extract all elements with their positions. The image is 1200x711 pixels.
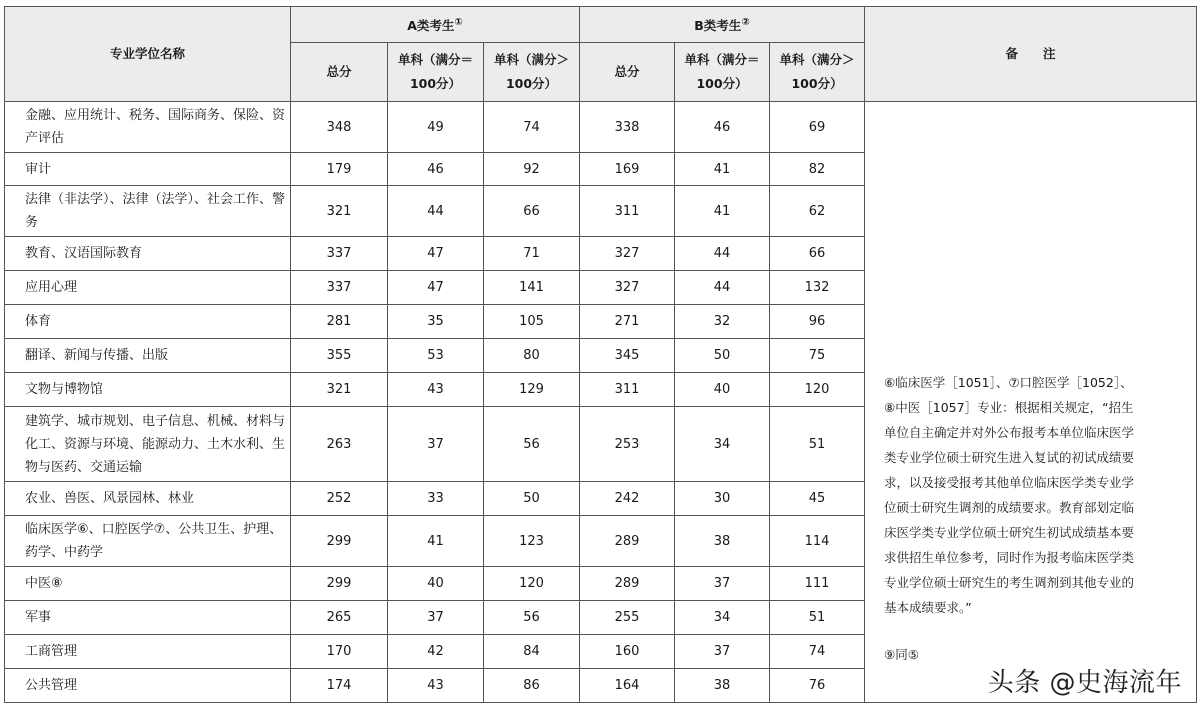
a-single-eq-cell: 47 (388, 237, 484, 271)
b-single-gt-cell: 114 (770, 516, 865, 567)
b-single-gt-cell: 75 (770, 339, 865, 373)
a-total-cell: 265 (291, 601, 388, 635)
major-name-cell: 教育、汉语国际教育 (5, 237, 291, 271)
a-single-gt-cell: 129 (484, 373, 580, 407)
b-single-eq-cell: 41 (675, 153, 770, 186)
b-total-cell: 255 (580, 601, 675, 635)
a-total-cell: 337 (291, 237, 388, 271)
b-single-eq-cell: 38 (675, 669, 770, 703)
a-single-gt-cell: 105 (484, 305, 580, 339)
a-single-gt-cell: 50 (484, 482, 580, 516)
group-a-label: A类考生 (407, 18, 455, 34)
a-single-gt-line2: 100分） (505, 76, 558, 91)
col-header-a-single-gt (484, 43, 580, 102)
b-single-eq-cell: 44 (675, 237, 770, 271)
b-total-cell: 289 (580, 516, 675, 567)
b-single-gt-cell: 69 (770, 102, 865, 153)
b-total-cell: 311 (580, 373, 675, 407)
a-single-eq-cell: 42 (388, 635, 484, 669)
b-single-eq-cell: 46 (675, 102, 770, 153)
col-header-group-b (580, 7, 865, 43)
a-total-cell: 252 (291, 482, 388, 516)
a-total-cell: 321 (291, 373, 388, 407)
remark-line: 基本成绩要求。” (884, 600, 972, 615)
b-single-eq-cell: 41 (675, 186, 770, 237)
col-header-b-single-eq (675, 43, 770, 102)
b-single-gt-cell: 82 (770, 153, 865, 186)
b-total-cell: 327 (580, 271, 675, 305)
a-single-gt-cell: 66 (484, 186, 580, 237)
b-single-eq-cell: 44 (675, 271, 770, 305)
a-total-cell: 170 (291, 635, 388, 669)
a-single-gt-cell: 56 (484, 601, 580, 635)
a-single-gt-cell: 84 (484, 635, 580, 669)
b-total-cell: 169 (580, 153, 675, 186)
major-name-cell: 军事 (5, 601, 291, 635)
b-single-gt-cell: 74 (770, 635, 865, 669)
b-single-gt-cell: 120 (770, 373, 865, 407)
b-single-gt-cell: 76 (770, 669, 865, 703)
a-single-eq-cell: 46 (388, 153, 484, 186)
group-b-mark: ② (741, 16, 750, 28)
a-single-gt-cell: 123 (484, 516, 580, 567)
a-total-cell: 337 (291, 271, 388, 305)
b-total-cell: 164 (580, 669, 675, 703)
major-name-cell: 中医⑧ (5, 567, 291, 601)
a-total-cell: 355 (291, 339, 388, 373)
group-a-mark: ① (454, 16, 463, 28)
a-single-eq-cell: 49 (388, 102, 484, 153)
a-total-cell: 263 (291, 407, 388, 482)
b-single-eq-cell: 34 (675, 601, 770, 635)
b-single-gt-cell: 111 (770, 567, 865, 601)
a-total-cell: 321 (291, 186, 388, 237)
b-total-cell: 327 (580, 237, 675, 271)
remark-cell (865, 102, 1197, 703)
b-total-cell: 311 (580, 186, 675, 237)
a-single-eq-cell: 47 (388, 271, 484, 305)
b-single-eq-cell: 32 (675, 305, 770, 339)
a-single-eq-cell: 35 (388, 305, 484, 339)
a-single-eq-cell: 37 (388, 407, 484, 482)
a-single-gt-cell: 120 (484, 567, 580, 601)
col-header-name: 专业学位名称 (5, 7, 291, 102)
remark-line: 单位自主确定并对外公布报考本单位临床医学 (884, 425, 1135, 440)
a-single-eq-cell: 53 (388, 339, 484, 373)
major-name-cell: 应用心理 (5, 271, 291, 305)
b-single-eq-cell: 30 (675, 482, 770, 516)
b-single-eq-cell: 38 (675, 516, 770, 567)
b-single-eq-line1: 单科（满分＝ (684, 52, 760, 67)
col-header-a-total: 总分 (291, 43, 388, 102)
a-single-eq-cell: 37 (388, 601, 484, 635)
b-single-gt-cell: 132 (770, 271, 865, 305)
a-single-gt-cell: 141 (484, 271, 580, 305)
col-header-remark: 备 注 (865, 7, 1197, 102)
remark-line: 类专业学位硕士研究生进入复试的初试成绩要 (884, 450, 1135, 465)
major-name-cell: 金融、应用统计、税务、国际商务、保险、资产评估 (5, 102, 291, 153)
remark-line: 专业学位硕士研究生的考生调剂到其他专业的 (884, 575, 1135, 590)
remark-note9: ⑨同⑤ (884, 647, 919, 662)
watermark: 头条 @史海流年 (987, 668, 1182, 698)
a-total-cell: 299 (291, 567, 388, 601)
b-total-cell: 289 (580, 567, 675, 601)
b-single-eq-cell: 37 (675, 567, 770, 601)
major-name-cell: 翻译、新闻与传播、出版 (5, 339, 291, 373)
b-single-gt-cell: 45 (770, 482, 865, 516)
a-single-gt-cell: 71 (484, 237, 580, 271)
b-single-gt-line2: 100分） (791, 76, 843, 91)
a-single-eq-line1: 单科（满分＝ (397, 52, 473, 67)
a-single-gt-cell: 86 (484, 669, 580, 703)
b-single-eq-line2: 100分） (696, 76, 748, 91)
col-header-b-total: 总分 (580, 43, 675, 102)
a-single-eq-cell: 43 (388, 669, 484, 703)
a-total-cell: 299 (291, 516, 388, 567)
a-total-cell: 348 (291, 102, 388, 153)
major-name-cell: 公共管理 (5, 669, 291, 703)
col-header-b-single-gt (770, 43, 865, 102)
a-single-eq-cell: 40 (388, 567, 484, 601)
b-single-gt-cell: 66 (770, 237, 865, 271)
b-single-eq-cell: 37 (675, 635, 770, 669)
major-name-cell: 文物与博物馆 (5, 373, 291, 407)
a-total-cell: 179 (291, 153, 388, 186)
b-total-cell: 160 (580, 635, 675, 669)
b-total-cell: 242 (580, 482, 675, 516)
remark-line: ⑧中医［1057］专业：根据相关规定，“招生 (884, 400, 1134, 415)
b-single-gt-line1: 单科（满分＞ (779, 52, 855, 67)
remark-line: 床医学类专业学位硕士研究生初试成绩基本要 (884, 525, 1135, 540)
col-header-group-a (291, 7, 580, 43)
a-single-eq-cell: 41 (388, 516, 484, 567)
group-b-label: B类考生 (694, 18, 742, 34)
major-name-cell: 体育 (5, 305, 291, 339)
a-single-eq-line2: 100分） (409, 76, 462, 91)
a-single-gt-cell: 92 (484, 153, 580, 186)
a-single-gt-line1: 单科（满分＞ (494, 52, 570, 67)
b-total-cell: 345 (580, 339, 675, 373)
a-single-eq-cell: 44 (388, 186, 484, 237)
major-name-cell: 工商管理 (5, 635, 291, 669)
b-single-eq-cell: 34 (675, 407, 770, 482)
major-name-cell: 临床医学⑥、口腔医学⑦、公共卫生、护理、药学、中药学 (5, 516, 291, 567)
a-single-gt-cell: 80 (484, 339, 580, 373)
score-table (4, 6, 1197, 703)
b-single-gt-cell: 96 (770, 305, 865, 339)
b-single-gt-cell: 51 (770, 407, 865, 482)
table-row (5, 102, 1197, 153)
b-single-gt-cell: 51 (770, 601, 865, 635)
a-single-gt-cell: 56 (484, 407, 580, 482)
a-total-cell: 174 (291, 669, 388, 703)
a-single-gt-cell: 74 (484, 102, 580, 153)
major-name-cell: 建筑学、城市规划、电子信息、机械、材料与化工、资源与环境、能源动力、土木水利、生物与医药、交通运输 (5, 407, 291, 482)
b-single-gt-cell: 62 (770, 186, 865, 237)
b-single-eq-cell: 50 (675, 339, 770, 373)
remark-line: 位硕士研究生调剂的成绩要求。教育部划定临 (884, 500, 1135, 515)
remark-line: 求供招生单位参考，同时作为报考临床医学类 (884, 550, 1135, 565)
remark-line: 求，以及接受报考其他单位临床医学类专业学 (884, 475, 1135, 490)
col-header-a-single-eq (388, 43, 484, 102)
b-single-eq-cell: 40 (675, 373, 770, 407)
b-total-cell: 271 (580, 305, 675, 339)
major-name-cell: 审计 (5, 153, 291, 186)
major-name-cell: 农业、兽医、风景园林、林业 (5, 482, 291, 516)
remark-line: ⑥临床医学［1051］、⑦口腔医学［1052］、 (884, 375, 1133, 390)
b-total-cell: 253 (580, 407, 675, 482)
a-single-eq-cell: 33 (388, 482, 484, 516)
major-name-cell: 法律（非法学）、法律（法学）、社会工作、警务 (5, 186, 291, 237)
b-total-cell: 338 (580, 102, 675, 153)
a-total-cell: 281 (291, 305, 388, 339)
a-single-eq-cell: 43 (388, 373, 484, 407)
